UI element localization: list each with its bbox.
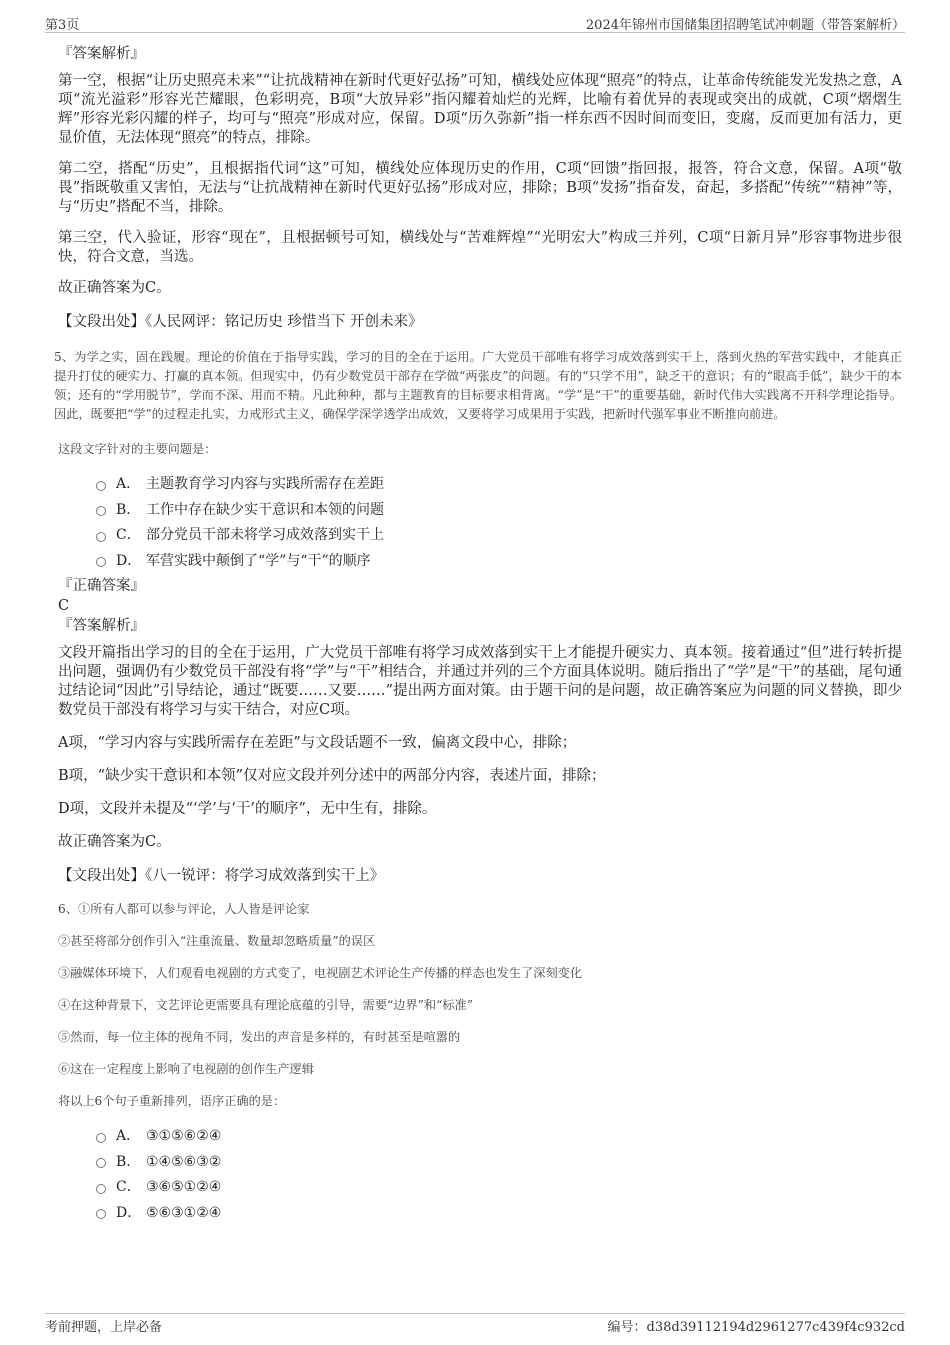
option-letter: C． — [116, 1179, 141, 1195]
analysis-conclusion: 故正确答案为C。 — [58, 834, 171, 850]
option-letter: D． — [116, 552, 142, 569]
page-number: 第3页 — [45, 18, 80, 33]
radio-circle-icon[interactable] — [96, 1209, 106, 1219]
footer-slogan: 考前押题，上岸必备 — [45, 1320, 163, 1335]
answer-analysis-label: 『答案解析』 — [58, 618, 145, 634]
radio-circle-icon[interactable] — [96, 1184, 106, 1194]
page-header — [45, 12, 905, 33]
question-6-sentence: ⑤然而，每一位主体的视角不同，发出的声音是多样的，有时甚至是喧嚣的 — [58, 1030, 461, 1044]
document-body — [54, 44, 902, 1226]
option-text: 主题教育学习内容与实践所需存在差距 — [146, 476, 384, 492]
correct-answer-label: 『正确答案』 — [58, 578, 145, 594]
radio-circle-icon[interactable] — [96, 1158, 106, 1168]
option-text: ③⑥⑤①②④ — [146, 1179, 222, 1195]
question-6-options — [96, 1124, 902, 1226]
option-letter: B． — [116, 501, 141, 518]
option-d[interactable] — [96, 1201, 902, 1227]
option-letter: A． — [116, 1128, 141, 1144]
analysis-paragraph: 第三空，代入验证，形容“现在”，且根据顿号可知，横线处与“苦难辉煌”“光明宏大”构成三并列，C项“日新月异”形容事物进步很快，符合文意，当选。 — [58, 230, 902, 265]
radio-circle-icon[interactable] — [96, 506, 106, 516]
question-6-sentence: ④在这种背景下，文艺评论更需要具有理论底蕴的引导，需要“边界”和“标准” — [58, 998, 473, 1012]
option-letter: C． — [116, 527, 141, 543]
question-5-options — [96, 472, 902, 574]
option-text: 军营实践中颠倒了“学”与“干”的顺序 — [146, 552, 371, 569]
radio-circle-icon[interactable] — [96, 1133, 106, 1143]
option-text: ③①⑤⑥②④ — [146, 1128, 222, 1144]
question-6-sentence: ②甚至将部分创作引入“注重流量、数量却忽略质量”的误区 — [58, 934, 376, 948]
option-c[interactable] — [96, 523, 902, 549]
analysis-paragraph: 文段开篇指出学习的目的全在于运用，广大党员干部唯有将学习成效落到实干上才能提升硬实力、真本领。接着通过“但”进行转折提出问题，强调仍有少数党员干部没有将“学”与“干”相结合，并通过并列的三个方面具体说明。随后指出了“学”是“干”的基础，尾句通过结论词“因此”引导结论，通过“既要……又要……”提出两方面对策。由于题干问的是问题，故正确答案应为问题的同义替换，即少数党员干部没有将学习与实干结合，对应C项。 — [58, 645, 902, 718]
question-6-sentence: ③融媒体环境下，人们观看电视剧的方式变了，电视剧艺术评论生产传播的样态也发生了深刻变化 — [58, 966, 583, 980]
radio-circle-icon[interactable] — [96, 557, 106, 567]
passage-source: 【文段出处】《八一锐评：将学习成效落到实干上》 — [58, 868, 385, 884]
option-text: ①④⑤⑥③② — [146, 1153, 222, 1170]
option-text: ⑤⑥③①②④ — [146, 1204, 222, 1221]
option-text: 部分党员干部未将学习成效落到实干上 — [146, 527, 384, 543]
analysis-paragraph: D项，文段并未提及“‘学’与‘干’的顺序”，无中生有，排除。 — [58, 801, 437, 817]
analysis-paragraph: 第一空，根据“让历史照亮未来”“让抗战精神在新时代更好弘扬”可知，横线处应体现“照亮”的特点，让革命传统能发光发热之意，A项“流光溢彩”形容光芒耀眼，色彩明亮，B项“大放异彩”指闪耀着灿烂的光辉，比喻有着优异的表现或突出的成就，C项“熠熠生辉”形容光彩闪耀的样子，均可与“照亮”形成对应，保留。D项“历久弥新”指一样东西不因时间而变旧，变腐，反而更加有活力，更显价值，无法体现“照亮”的特点，排除。 — [58, 73, 902, 146]
analysis-paragraph: 第二空，搭配“历史”，且根据指代词“这”可知，横线处应体现历史的作用，C项“回馈”指回报，报答，符合文意，保留。A项“敬畏”指既敬重又害怕，无法与“让抗战精神在新时代更好弘扬”形成对应，排除；B项“发扬”指奋发，奋起，多搭配“传统”“精神”等，与“历史”搭配不当，排除。 — [58, 161, 902, 215]
option-d[interactable] — [96, 549, 902, 575]
correct-answer-value: C — [58, 598, 70, 614]
option-c[interactable] — [96, 1175, 902, 1201]
passage-source: 【文段出处】《人民网评：铭记历史 珍惜当下 开创未来》 — [58, 314, 423, 330]
option-text: 工作中存在缺少实干意识和本领的问题 — [146, 501, 384, 518]
question-5-passage: 5、为学之实，固在践履。理论的价值在于指导实践，学习的目的全在于运用。广大党员干部唯有将学习成效落到实干上，落到火热的军营实践中，才能真正提升打仗的硬实力、打赢的真本领。但现实中，仍有少数党员干部存在学做“两张皮”的问题。有的“只学不用”，缺乏干的意识；有的“眼高手低”，缺少干的本领；还有的“学用脱节”，学而不深、用而不精。凡此种种，都与主题教育的目标要求相背离。“学”是“干”的重要基础，新时代伟大实践离不开科学理论指导。因此，既要把“学”的过程走扎实，力戒形式主义，确保学深学透学出成效，又要将学习成果用于实践，把新时代强军事业不断推向前进。 — [54, 350, 902, 421]
option-b[interactable] — [96, 498, 902, 524]
option-letter: A． — [116, 476, 141, 492]
question-6-sentence: 6、①所有人都可以参与评论，人人皆是评论家 — [58, 902, 310, 916]
answer-analysis-label: 『答案解析』 — [58, 46, 145, 62]
analysis-conclusion: 故正确答案为C。 — [58, 280, 171, 296]
question-6-sentence: ⑥这在一定程度上影响了电视剧的创作生产逻辑 — [58, 1062, 314, 1076]
option-b[interactable] — [96, 1150, 902, 1176]
analysis-paragraph: A项，“学习内容与实践所需存在差距”与文段话题不一致，偏离文段中心，排除； — [58, 735, 577, 751]
radio-circle-icon[interactable] — [96, 532, 106, 542]
question-6-stem: 将以上6个句子重新排列，语序正确的是： — [58, 1094, 286, 1108]
analysis-paragraph: B项，“缺少实干意识和本领”仅对应文段并列分述中的两部分内容，表述片面，排除； — [58, 768, 606, 784]
option-a[interactable] — [96, 1124, 902, 1150]
radio-circle-icon[interactable] — [96, 481, 106, 491]
question-5-stem: 这段文字针对的主要问题是： — [58, 442, 217, 456]
document-title: 2024年锦州市国储集团招聘笔试冲刺题（带答案解析） — [585, 18, 905, 33]
option-letter: D． — [116, 1204, 142, 1221]
document-id: 编号：d38d39112194d2961277c439f4c932cd — [607, 1320, 905, 1335]
page-footer — [45, 1313, 905, 1334]
option-a[interactable] — [96, 472, 902, 498]
option-letter: B． — [116, 1153, 141, 1170]
